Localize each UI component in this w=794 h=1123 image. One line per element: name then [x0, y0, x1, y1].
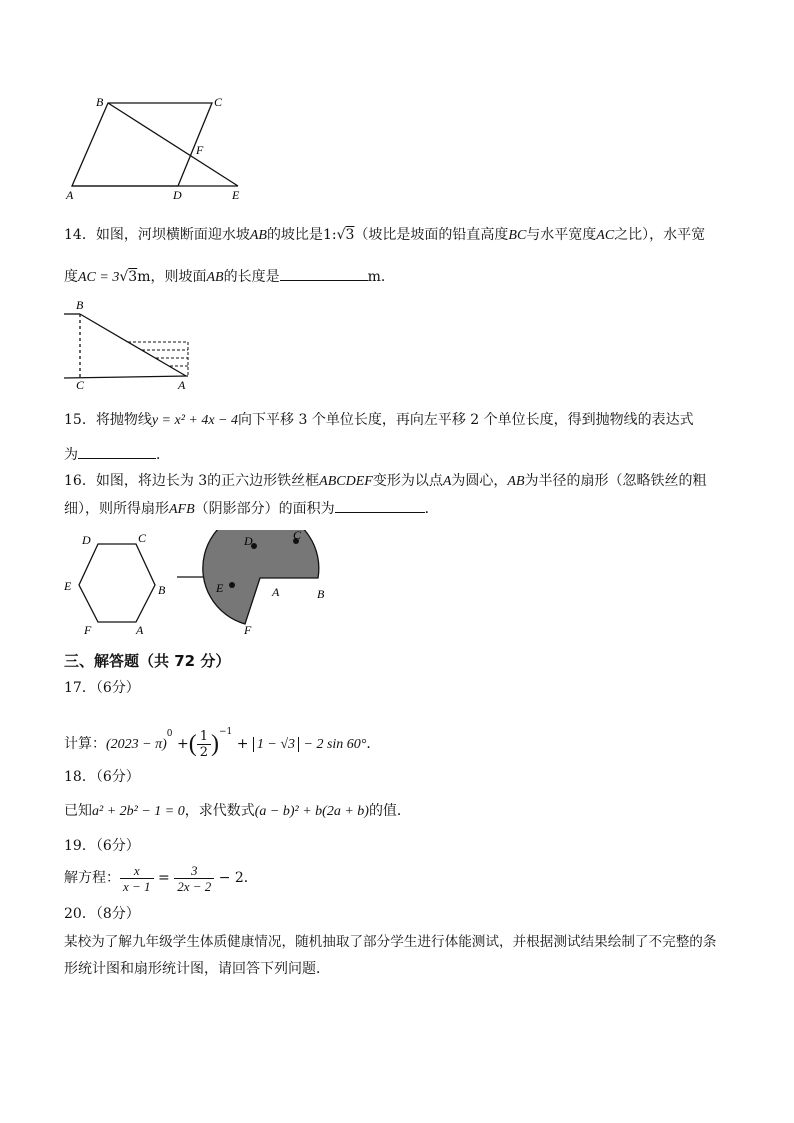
label-d: D	[244, 534, 253, 548]
q17-exp: −1	[219, 727, 233, 737]
paren-right: )	[211, 731, 219, 757]
label-e: E	[64, 579, 72, 593]
q17-rest: − 2 sin 60°	[303, 737, 367, 752]
label-a: A	[272, 585, 280, 599]
q17-op: +	[236, 736, 249, 752]
q16-text: 变形为以点	[372, 473, 443, 489]
answer-blank[interactable]	[335, 498, 425, 513]
label-f: F	[84, 623, 92, 637]
label-a: A	[178, 378, 186, 390]
figure-parallelogram	[62, 95, 252, 205]
sqrt-icon: √	[336, 227, 346, 243]
q14-unit: m	[137, 269, 151, 285]
q19-end: ．	[243, 870, 258, 886]
q16-ab: AB	[507, 474, 525, 489]
q20-line2: 形统计图和扇形统计图，请回答下列问题．	[64, 961, 330, 977]
frac-den: 2x − 2	[177, 878, 212, 894]
frac-num: 3	[174, 863, 214, 879]
q16-abcdef: ABCDEF	[319, 474, 373, 489]
q19-tail: − 2	[218, 870, 244, 886]
q16-text: 16．如图，将边长为 3的正六边形铁丝框	[64, 473, 320, 489]
q14-ac-eq: AC = 3	[78, 270, 120, 285]
label-d: D	[82, 533, 91, 547]
label-b: B	[76, 298, 84, 312]
label-c: C	[138, 531, 147, 545]
q14-text: 之比），水平宽	[614, 227, 706, 243]
q15-text: 向下平移 3 个单位长度，再向左平移 2 个单位长度，得到抛物线的表达式	[238, 412, 694, 428]
label-c: C	[214, 95, 223, 109]
q17-end: ．	[366, 736, 381, 752]
sector-afb	[203, 530, 319, 624]
q18-prefix: 已知	[64, 803, 92, 819]
answer-blank[interactable]	[280, 266, 368, 281]
q18-suffix: 的值．	[368, 803, 411, 819]
q18-body	[64, 801, 411, 822]
q16-line2	[64, 498, 439, 520]
q20-line1: 某校为了解九年级学生体质健康情况，随机抽取了部分学生进行体能测试，并根据测试结果绘制了不完整的条	[64, 934, 717, 950]
q14-text: 与水平宽度	[526, 227, 597, 243]
q18-condition: a² + 2b² − 1 = 0	[92, 804, 185, 819]
q14-text: ，则坡面	[150, 269, 207, 285]
q16-text: 为半径的扇形（忽略铁丝的粗	[524, 473, 707, 489]
q16-text: 细），则所得扇形	[64, 501, 169, 517]
hexagon	[79, 544, 155, 622]
q14-ab: AB	[206, 270, 224, 285]
q17-abs: 1 − √3	[253, 737, 299, 752]
q14-text: （坡比是坡面的铅直高度	[354, 227, 509, 243]
section-title: 三、解答题（共 72 分）	[64, 652, 231, 670]
label-f: F	[244, 623, 252, 637]
label-b: B	[158, 583, 166, 597]
point-e	[229, 582, 235, 588]
label-e: E	[216, 581, 224, 595]
q17-op: +	[176, 736, 189, 752]
q15-text: ．	[156, 447, 170, 463]
q15-line2	[64, 444, 170, 465]
q14-text: 14．如图，河坝横断面迎水坡	[64, 227, 250, 243]
label-b: B	[96, 95, 104, 109]
q14-text: 度	[64, 269, 78, 285]
figure-dam-slope	[62, 298, 202, 390]
q19-header: 19．（6分）	[64, 838, 140, 854]
q14-text: 的长度是	[223, 269, 280, 285]
q15-text: 为	[64, 447, 78, 463]
frac-num: 1	[197, 729, 211, 745]
q14-line2	[64, 266, 395, 288]
q14-ab: AB	[249, 228, 267, 243]
q14-ratio: 1:	[322, 227, 337, 243]
q17-expression	[64, 712, 381, 760]
q17-header: 17．（6分）	[64, 680, 140, 696]
figure-hexagon-sector	[60, 530, 340, 640]
q15-expression: y = x² + 4x − 4	[151, 413, 239, 428]
label-a: A	[136, 623, 144, 637]
q14-sqrt3: 3	[128, 269, 138, 285]
q14-line1	[64, 225, 705, 246]
q14-ac: AC	[596, 228, 615, 243]
line-be	[108, 103, 238, 186]
q17-exp: 0	[166, 729, 173, 739]
q20-header: 20．（8分）	[64, 906, 140, 922]
q19-body	[64, 858, 258, 898]
q17-prefix: 计算：	[64, 736, 106, 752]
q15-text: 15．将抛物线	[64, 412, 152, 428]
q18-mid: ，求代数式	[184, 803, 255, 819]
frac-num: x	[120, 863, 154, 879]
q16-line1	[64, 471, 707, 492]
q14-text: 的坡比是	[266, 227, 323, 243]
q19-right-fraction	[174, 863, 214, 894]
q17-fraction	[197, 729, 211, 760]
label-b: B	[317, 587, 325, 601]
q18-header: 18．（6分）	[64, 769, 140, 785]
q19-eq: =	[158, 870, 170, 886]
q19-prefix: 解方程：	[64, 870, 120, 886]
frac-den: 2	[199, 744, 208, 760]
parallelogram-abcd	[72, 103, 212, 186]
paren-left: (	[188, 731, 197, 757]
q16-afb: AFB	[169, 502, 195, 517]
q15-line1	[64, 410, 694, 431]
label-e: E	[232, 188, 240, 202]
q16-text: ．	[424, 501, 439, 517]
q14-bc: BC	[508, 228, 527, 243]
answer-blank[interactable]	[78, 444, 156, 459]
q18-expression: (a − b)² + b(2a + b)	[254, 804, 369, 819]
q16-text: 为圆心，	[451, 473, 508, 489]
q16-text: （阴影部分）的面积为	[194, 501, 335, 517]
label-a: A	[66, 188, 74, 202]
frac-den: x − 1	[123, 878, 151, 894]
q19-left-fraction	[120, 863, 154, 894]
label-d: D	[173, 188, 182, 202]
label-c: C	[293, 530, 302, 542]
q14-text: m．	[367, 269, 395, 285]
label-f: F	[196, 143, 204, 157]
q14-sqrt3: 3	[345, 227, 355, 243]
q17-term1: (2023 − π)	[106, 737, 167, 752]
label-c: C	[76, 378, 85, 390]
q16-a: A	[442, 474, 452, 489]
sqrt-icon: √	[119, 269, 129, 285]
slope-ab	[80, 314, 186, 376]
